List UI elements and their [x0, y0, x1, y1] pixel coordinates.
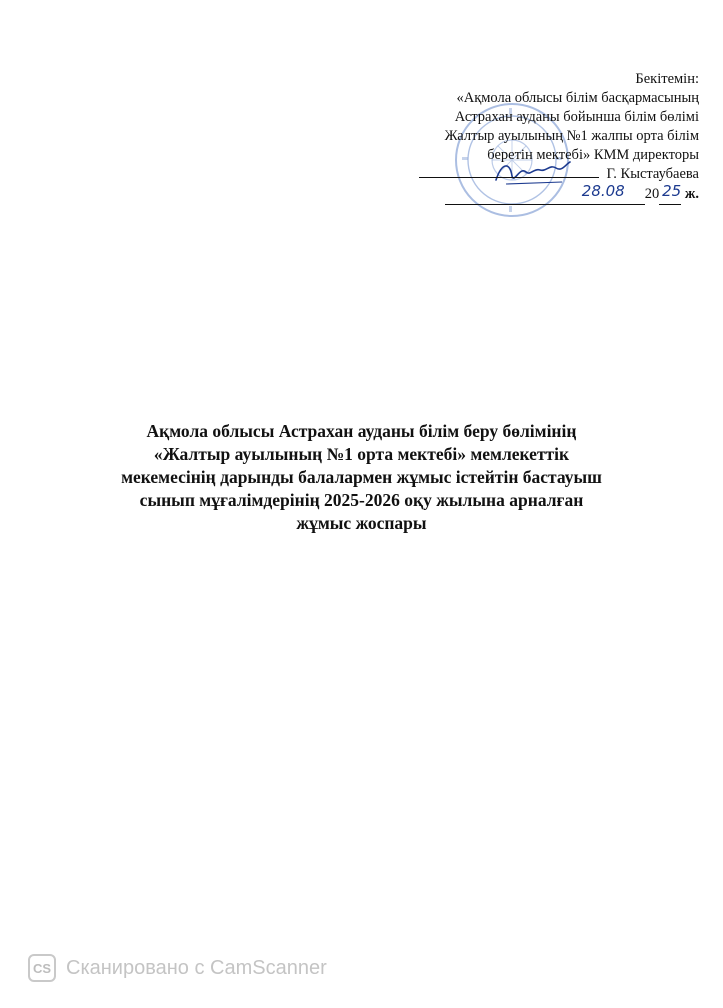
year-suffix: ж.: [684, 186, 699, 202]
camscanner-logo-icon: CS: [28, 954, 56, 982]
date-row: [379, 184, 699, 205]
title-line-5: жұмыс жоспары: [296, 513, 427, 533]
handwritten-date: 28.08: [581, 182, 625, 200]
approval-line-1: «Ақмола облысы білім басқармасының: [456, 90, 699, 106]
approval-block: [379, 70, 699, 205]
signature-underline: [419, 177, 599, 178]
camscanner-watermark: [28, 954, 327, 982]
approval-line-4: беретін мектебі» КММ директоры: [487, 147, 699, 163]
camscanner-text: Сканировано с CamScanner: [66, 956, 327, 979]
approval-line-2: Астрахан ауданы бойынша білім бөлімі: [454, 109, 699, 125]
title-line-4: сынып мұғалімдерінің 2025-2026 оқу жылына арналған: [139, 490, 584, 510]
approval-line-3: Жалтыр ауылының №1 жалпы орта білім: [444, 128, 699, 144]
director-name: Г. Кыстаубаева: [606, 166, 699, 182]
signature-row: [379, 165, 699, 184]
date-underline: [445, 184, 645, 205]
title-line-1: Ақмола облысы Астрахан ауданы білім беру бөлімінің: [146, 421, 577, 441]
title-line-2: «Жалтыр ауылының №1 орта мектебі» мемлекеттік: [153, 444, 570, 464]
year-underline: [659, 184, 681, 205]
approval-heading: Бекітемін:: [635, 71, 699, 87]
document-title: [60, 420, 663, 535]
title-line-3: мекемесінің дарынды балалармен жұмыс істейтін бастауыш: [121, 467, 602, 487]
handwritten-year: 25: [662, 182, 682, 200]
year-prefix: 20: [644, 186, 660, 202]
